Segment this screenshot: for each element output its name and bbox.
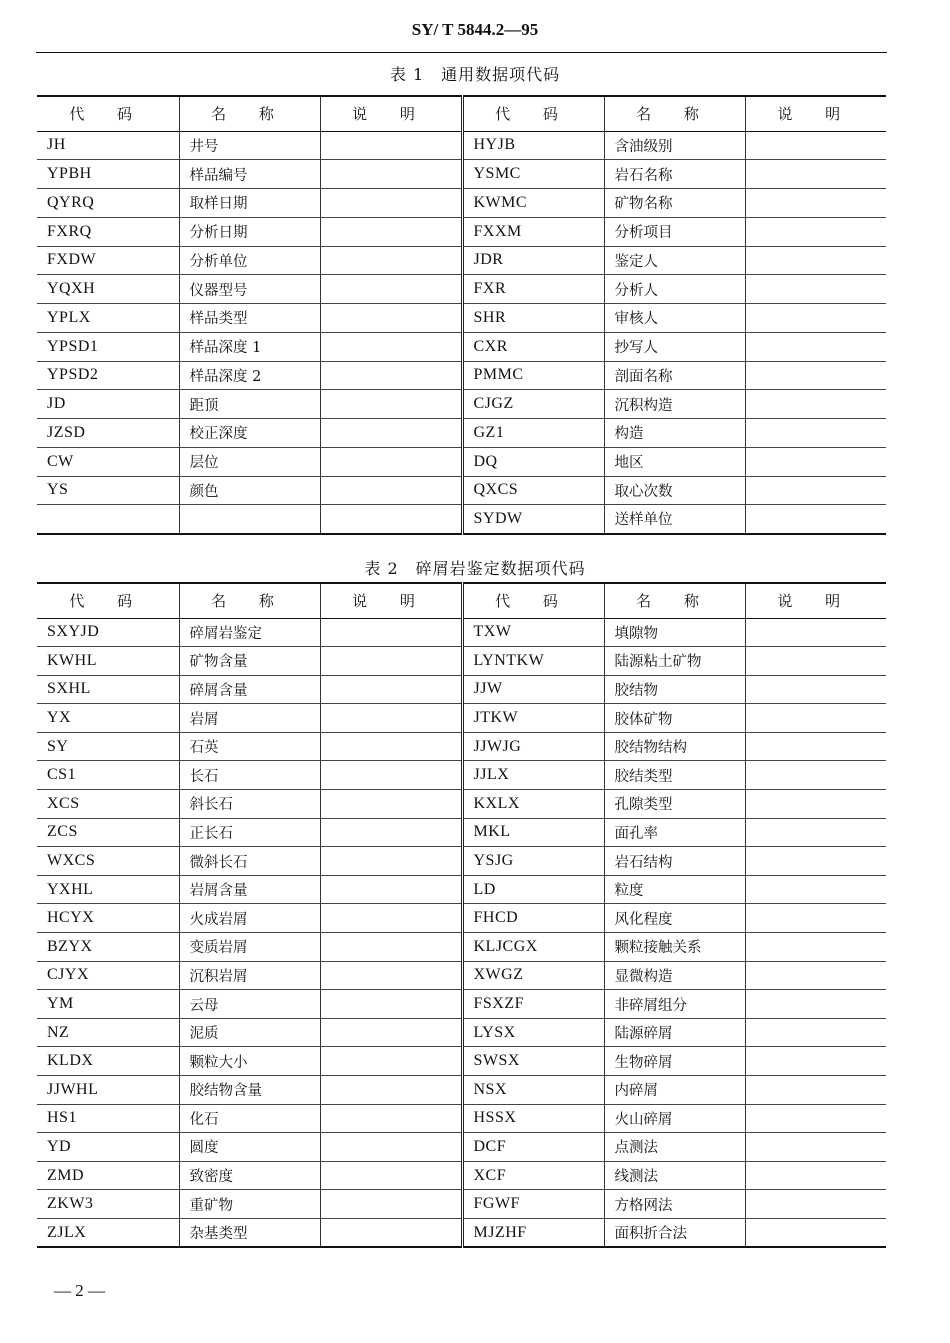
table-row: [37, 647, 886, 676]
name-cell: 矿物含量: [179, 647, 320, 676]
desc-cell: [745, 217, 886, 246]
desc-cell: [745, 990, 886, 1019]
code-cell: JZSD: [37, 419, 179, 448]
desc-cell: [320, 1161, 462, 1190]
desc-cell: [745, 875, 886, 904]
code-cell: SHR: [462, 304, 604, 333]
code-cell: QYRQ: [37, 189, 179, 218]
table1: [37, 95, 886, 535]
desc-cell: [320, 419, 462, 448]
desc-cell: [320, 847, 462, 876]
desc-cell: [745, 904, 886, 933]
code-cell: FXDW: [37, 246, 179, 275]
desc-cell: [320, 275, 462, 304]
header-name: 名 称: [179, 583, 320, 618]
name-cell: 填隙物: [604, 618, 745, 647]
code-cell: JJWHL: [37, 1076, 179, 1105]
code-cell: YD: [37, 1133, 179, 1162]
name-cell: 正长石: [179, 818, 320, 847]
name-cell: 圆度: [179, 1133, 320, 1162]
name-cell: 重矿物: [179, 1190, 320, 1219]
code-cell: KWMC: [462, 189, 604, 218]
name-cell: 孔隙类型: [604, 790, 745, 819]
code-cell: SY: [37, 732, 179, 761]
name-cell: 胶结类型: [604, 761, 745, 790]
name-cell: 地区: [604, 447, 745, 476]
table-row: [37, 1076, 886, 1105]
code-cell: NZ: [37, 1018, 179, 1047]
name-cell: 面积折合法: [604, 1218, 745, 1247]
desc-cell: [320, 1133, 462, 1162]
table-row: [37, 1104, 886, 1133]
desc-cell: [745, 131, 886, 160]
header-rule: [36, 52, 887, 53]
code-cell: CW: [37, 447, 179, 476]
desc-cell: [745, 847, 886, 876]
desc-cell: [745, 818, 886, 847]
code-cell: YPSD1: [37, 332, 179, 361]
code-cell: LYNTKW: [462, 647, 604, 676]
name-cell: 内碎屑: [604, 1076, 745, 1105]
desc-cell: [745, 761, 886, 790]
code-cell: BZYX: [37, 933, 179, 962]
name-cell: 石英: [179, 732, 320, 761]
name-cell: 点测法: [604, 1133, 745, 1162]
code-cell: JJLX: [462, 761, 604, 790]
name-cell: 构造: [604, 419, 745, 448]
code-cell: YPLX: [37, 304, 179, 333]
table1-header-row: [37, 96, 886, 131]
desc-cell: [745, 476, 886, 505]
code-cell: TXW: [462, 618, 604, 647]
desc-cell: [745, 675, 886, 704]
name-cell: 校正深度: [179, 419, 320, 448]
code-cell: XCF: [462, 1161, 604, 1190]
code-cell: [37, 505, 179, 534]
name-cell: 微斜长石: [179, 847, 320, 876]
desc-cell: [320, 933, 462, 962]
code-cell: JTKW: [462, 704, 604, 733]
name-cell: 颜色: [179, 476, 320, 505]
code-cell: XCS: [37, 790, 179, 819]
desc-cell: [745, 447, 886, 476]
code-cell: FXR: [462, 275, 604, 304]
code-cell: FSXZF: [462, 990, 604, 1019]
name-cell: 矿物名称: [604, 189, 745, 218]
table-row: [37, 419, 886, 448]
name-cell: 斜长石: [179, 790, 320, 819]
name-cell: 层位: [179, 447, 320, 476]
code-cell: LYSX: [462, 1018, 604, 1047]
header-desc: 说 明: [745, 583, 886, 618]
desc-cell: [320, 304, 462, 333]
code-cell: LD: [462, 875, 604, 904]
table-row: [37, 131, 886, 160]
desc-cell: [745, 732, 886, 761]
code-cell: ZMD: [37, 1161, 179, 1190]
table-row: [37, 275, 886, 304]
name-cell: 胶结物: [604, 675, 745, 704]
name-cell: 样品编号: [179, 160, 320, 189]
table-row: [37, 875, 886, 904]
table-row: [37, 761, 886, 790]
name-cell: 井号: [179, 131, 320, 160]
code-cell: SXYJD: [37, 618, 179, 647]
code-cell: JJWJG: [462, 732, 604, 761]
code-cell: CXR: [462, 332, 604, 361]
header-name: 名 称: [604, 583, 745, 618]
code-cell: FXRQ: [37, 217, 179, 246]
desc-cell: [320, 332, 462, 361]
name-cell: 颗粒接触关系: [604, 933, 745, 962]
name-cell: 仪器型号: [179, 275, 320, 304]
desc-cell: [320, 189, 462, 218]
table2: [37, 582, 886, 1248]
header-code: 代 码: [37, 583, 179, 618]
desc-cell: [745, 1218, 886, 1247]
name-cell: 沉积构造: [604, 390, 745, 419]
name-cell: 含油级别: [604, 131, 745, 160]
table-row: [37, 847, 886, 876]
desc-cell: [320, 505, 462, 534]
desc-cell: [745, 704, 886, 733]
name-cell: 距顶: [179, 390, 320, 419]
desc-cell: [320, 990, 462, 1019]
desc-cell: [320, 1047, 462, 1076]
desc-cell: [320, 1190, 462, 1219]
desc-cell: [745, 618, 886, 647]
table-row: [37, 933, 886, 962]
desc-cell: [320, 790, 462, 819]
table-row: [37, 160, 886, 189]
table-row: [37, 476, 886, 505]
code-cell: SYDW: [462, 505, 604, 534]
desc-cell: [320, 447, 462, 476]
name-cell: 杂基类型: [179, 1218, 320, 1247]
code-cell: ZCS: [37, 818, 179, 847]
desc-cell: [745, 390, 886, 419]
code-cell: ZKW3: [37, 1190, 179, 1219]
name-cell: 致密度: [179, 1161, 320, 1190]
table-row: [37, 246, 886, 275]
code-cell: FGWF: [462, 1190, 604, 1219]
page-number: — 2 —: [54, 1281, 105, 1300]
desc-cell: [745, 647, 886, 676]
code-cell: YQXH: [37, 275, 179, 304]
desc-cell: [320, 390, 462, 419]
name-cell: 取心次数: [604, 476, 745, 505]
code-cell: KXLX: [462, 790, 604, 819]
name-cell: 粒度: [604, 875, 745, 904]
code-cell: QXCS: [462, 476, 604, 505]
name-cell: 陆源碎屑: [604, 1018, 745, 1047]
name-cell: 线测法: [604, 1161, 745, 1190]
name-cell: 碎屑岩鉴定: [179, 618, 320, 647]
desc-cell: [745, 332, 886, 361]
header-desc: 说 明: [320, 96, 462, 131]
name-cell: 胶结物结构: [604, 732, 745, 761]
desc-cell: [745, 160, 886, 189]
name-cell: [179, 505, 320, 534]
name-cell: 分析项目: [604, 217, 745, 246]
table2-caption: 表 2 碎屑岩鉴定数据项代码: [364, 559, 586, 578]
code-cell: HCYX: [37, 904, 179, 933]
table2-header-row: [37, 583, 886, 618]
desc-cell: [320, 904, 462, 933]
desc-cell: [320, 361, 462, 390]
name-cell: 生物碎屑: [604, 1047, 745, 1076]
table-row: [37, 1218, 886, 1247]
name-cell: 陆源粘土矿物: [604, 647, 745, 676]
name-cell: 岩石结构: [604, 847, 745, 876]
name-cell: 碎屑含量: [179, 675, 320, 704]
table-row: [37, 447, 886, 476]
table-row: [37, 1133, 886, 1162]
desc-cell: [745, 933, 886, 962]
name-cell: 火山碎屑: [604, 1104, 745, 1133]
code-cell: CJGZ: [462, 390, 604, 419]
name-cell: 岩石名称: [604, 160, 745, 189]
name-cell: 送样单位: [604, 505, 745, 534]
code-cell: NSX: [462, 1076, 604, 1105]
desc-cell: [745, 1104, 886, 1133]
name-cell: 变质岩屑: [179, 933, 320, 962]
table-row: [37, 618, 886, 647]
table-row: [37, 990, 886, 1019]
code-cell: YM: [37, 990, 179, 1019]
name-cell: 面孔率: [604, 818, 745, 847]
code-cell: ZJLX: [47, 1223, 87, 1241]
name-cell: 审核人: [604, 304, 745, 333]
code-cell: SWSX: [462, 1047, 604, 1076]
code-cell: XWGZ: [462, 961, 604, 990]
desc-cell: [745, 246, 886, 275]
name-cell: 岩屑含量: [179, 875, 320, 904]
name-cell: 火成岩屑: [179, 904, 320, 933]
name-cell: 样品深度 2: [179, 361, 320, 390]
desc-cell: [320, 875, 462, 904]
table-row: [37, 1047, 886, 1076]
desc-cell: [320, 476, 462, 505]
desc-cell: [320, 818, 462, 847]
code-cell: JD: [37, 390, 179, 419]
name-cell: 胶体矿物: [604, 704, 745, 733]
code-cell: SXHL: [37, 675, 179, 704]
name-cell: 风化程度: [604, 904, 745, 933]
code-cell: KWHL: [37, 647, 179, 676]
name-cell: 长石: [179, 761, 320, 790]
code-cell: WXCS: [37, 847, 179, 876]
desc-cell: [320, 246, 462, 275]
desc-cell: [320, 675, 462, 704]
code-cell: JH: [37, 131, 179, 160]
desc-cell: [745, 505, 886, 534]
code-cell: CJYX: [37, 961, 179, 990]
standard-number: SY/ T 5844.2—95: [411, 20, 539, 39]
code-cell: PMMC: [462, 361, 604, 390]
code-cell: KLDX: [37, 1047, 179, 1076]
header-desc: 说 明: [745, 96, 886, 131]
desc-cell: [320, 704, 462, 733]
table-row: [37, 732, 886, 761]
desc-cell: [320, 761, 462, 790]
code-cell: HSSX: [462, 1104, 604, 1133]
desc-cell: [320, 961, 462, 990]
table-row: [37, 189, 886, 218]
name-cell: 显微构造: [604, 961, 745, 990]
code-cell: YSMC: [462, 160, 604, 189]
table-row: [37, 904, 886, 933]
code-cell: YPSD2: [37, 361, 179, 390]
code-cell: DCF: [462, 1133, 604, 1162]
desc-cell: [320, 217, 462, 246]
name-cell: 分析单位: [179, 246, 320, 275]
code-cell: DQ: [462, 447, 604, 476]
desc-cell: [320, 1076, 462, 1105]
name-cell: 沉积岩屑: [179, 961, 320, 990]
desc-cell: [745, 1076, 886, 1105]
code-cell: JDR: [462, 246, 604, 275]
name-cell: 样品深度 1: [179, 332, 320, 361]
desc-cell: [745, 419, 886, 448]
table-row: [37, 361, 886, 390]
name-cell: 取样日期: [179, 189, 320, 218]
code-cell: YX: [37, 704, 179, 733]
name-cell: 非碎屑组分: [604, 990, 745, 1019]
table-row: [37, 304, 886, 333]
code-cell: JJW: [462, 675, 604, 704]
header-code: 代 码: [37, 96, 179, 131]
header-code: 代 码: [462, 583, 604, 618]
table-row: [37, 961, 886, 990]
name-cell: 分析人: [604, 275, 745, 304]
desc-cell: [745, 275, 886, 304]
desc-cell: [320, 732, 462, 761]
header-desc: 说 明: [320, 583, 462, 618]
code-cell: MKL: [462, 818, 604, 847]
name-cell: 岩屑: [179, 704, 320, 733]
name-cell: 泥质: [179, 1018, 320, 1047]
desc-cell: [745, 361, 886, 390]
header-name: 名 称: [604, 96, 745, 131]
name-cell: 剖面名称: [604, 361, 745, 390]
table-row: [37, 217, 886, 246]
desc-cell: [745, 1161, 886, 1190]
name-cell: 鉴定人: [604, 246, 745, 275]
header-name: 名 称: [179, 96, 320, 131]
desc-cell: [745, 961, 886, 990]
name-cell: 化石: [179, 1104, 320, 1133]
header-code: 代 码: [462, 96, 604, 131]
name-cell: 抄写人: [604, 332, 745, 361]
name-cell: 胶结物含量: [179, 1076, 320, 1105]
desc-cell: [320, 647, 462, 676]
name-cell: 颗粒大小: [179, 1047, 320, 1076]
code-cell: KLJCGX: [462, 933, 604, 962]
desc-cell: [320, 1104, 462, 1133]
code-cell: MJZHF: [462, 1218, 604, 1247]
code-cell: CS1: [37, 761, 179, 790]
table-row: [37, 704, 886, 733]
table-row: [37, 818, 886, 847]
desc-cell: [745, 304, 886, 333]
table-row: [37, 390, 886, 419]
table-row: [37, 1190, 886, 1219]
code-cell: YXHL: [37, 875, 179, 904]
table-row: [37, 1161, 886, 1190]
table-row: [37, 1018, 886, 1047]
desc-cell: [745, 1047, 886, 1076]
table-row: [37, 505, 886, 534]
table-row: [37, 332, 886, 361]
code-cell: HYJB: [462, 131, 604, 160]
code-cell: FXXM: [462, 217, 604, 246]
code-cell: YPBH: [37, 160, 179, 189]
code-cell: GZ1: [462, 419, 604, 448]
table-row: [37, 675, 886, 704]
name-cell: 云母: [179, 990, 320, 1019]
code-cell: YS: [37, 476, 179, 505]
code-cell: HS1: [37, 1104, 179, 1133]
desc-cell: [320, 618, 462, 647]
desc-cell: [745, 1133, 886, 1162]
desc-cell: [320, 131, 462, 160]
desc-cell: [320, 1018, 462, 1047]
table1-caption: 表 1 通用数据项代码: [389, 65, 561, 84]
desc-cell: [745, 1190, 886, 1219]
name-cell: 样品类型: [179, 304, 320, 333]
name-cell: 分析日期: [179, 217, 320, 246]
desc-cell: [320, 1218, 462, 1247]
code-cell: FHCD: [462, 904, 604, 933]
desc-cell: [745, 189, 886, 218]
desc-cell: [745, 790, 886, 819]
code-cell: YSJG: [462, 847, 604, 876]
table-row: [37, 790, 886, 819]
name-cell: 方格网法: [604, 1190, 745, 1219]
desc-cell: [320, 160, 462, 189]
desc-cell: [745, 1018, 886, 1047]
